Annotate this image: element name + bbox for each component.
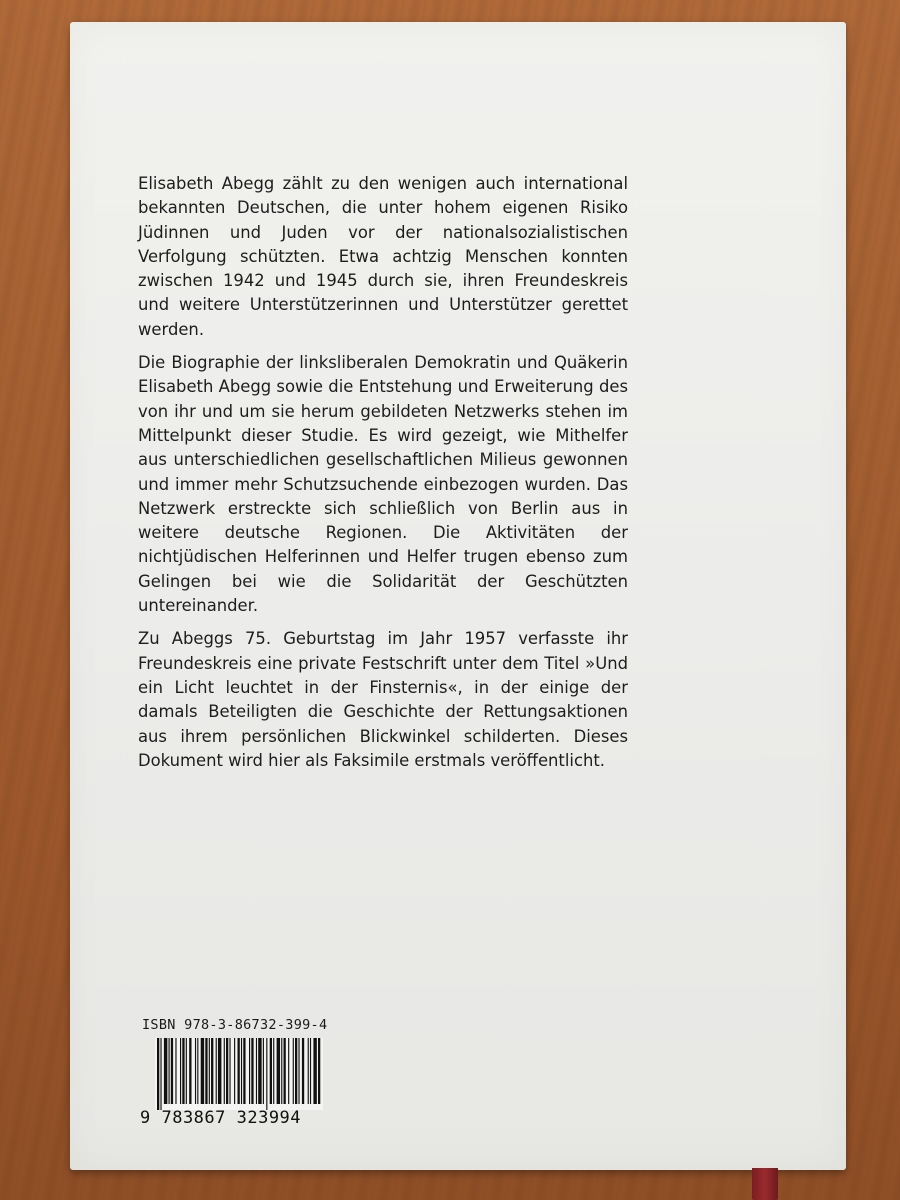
blurb-paragraph-2: Die Biographie der linksliberalen Demokratin und Quäkerin Elisabeth Abegg sowie die Entstehung und Erweiterung des von ihr und um sie herum gebildeten Netzwerks stehen im Mittelpunkt dieser Studie. Es wird gezeigt, wie Mithelfer aus unterschiedlichen gesellschaftlichen Milieus gewonnen und immer mehr Schutzsuchende einbezogen wurden. Das Netzwerk erstreckte sich schließlich von Berlin aus in weitere deutsche Regionen. Die Aktivitäten der nichtjüdischen Helferinnen und Helfer trugen ebenso zum Gelingen bei wie die Solidarität der Geschützten untereinander. xyxy=(138,353,628,616)
blurb-text xyxy=(138,172,628,782)
isbn-label: ISBN 978-3-86732-399-4 xyxy=(142,1017,328,1033)
bookmark-ribbon xyxy=(752,1168,778,1200)
barcode-digits: 9 783867 323994 xyxy=(140,1108,302,1128)
blurb-paragraph-3: Zu Abeggs 75. Geburtstag im Jahr 1957 verfasste ihr Freundeskreis eine private Festschrift unter dem Titel »Und ein Licht leuchtet in der Finsternis«, in der einige der damals Beteiligten die Geschichte der Rettungsaktionen aus ihrem persönlichen Blickwinkel schilderten. Dieses Dokument wird hier als Faksimile erstmals veröffentlicht. xyxy=(138,629,628,770)
blurb-paragraph-1: Elisabeth Abegg zählt zu den wenigen auch international bekannten Deutschen, die unter hohem eigenen Risiko Jüdinnen und Juden vor der nationalsozialistischen Verfolgung schützten. Etwa achtzig Menschen konnten zwischen 1942 und 1945 durch sie, ihren Freundeskreis und weitere Unterstützerinnen und Unterstützer gerettet werden. xyxy=(138,174,628,339)
barcode xyxy=(155,1038,323,1110)
